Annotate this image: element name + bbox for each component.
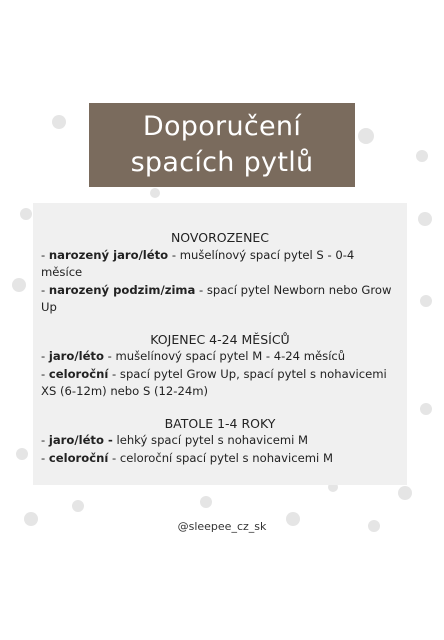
decor-dot — [200, 496, 212, 508]
list-item — [41, 348, 399, 366]
social-handle: @sleepee_cz_sk — [177, 520, 267, 533]
section-newborn — [41, 229, 399, 317]
item-dash: - — [41, 247, 49, 262]
decor-dot — [420, 295, 432, 307]
item-text: - spací pytel Grow Up, spací pytel s nohavicemi XS (6-12m) nebo S (12-24m) — [41, 366, 387, 398]
list-item — [41, 450, 399, 468]
title-line-1: Doporučení — [142, 111, 302, 142]
item-text: - mušelínový spací pytel M - 4-24 měsíců — [103, 349, 346, 363]
item-dash: - — [41, 349, 49, 363]
decor-dot — [358, 128, 374, 144]
list-item — [41, 432, 399, 450]
section-heading: KOJENEC 4-24 MĚSÍCŮ — [150, 331, 290, 347]
item-bold-label: celoroční — [48, 450, 109, 465]
item-bold-label: narozený jaro/léto — [48, 247, 169, 262]
item-bold-label: jaro/léto — [48, 349, 104, 363]
item-bold-label: jaro/léto - — [48, 433, 113, 447]
item-bold-label: narozený podzim/zima — [48, 282, 196, 297]
decor-dot — [420, 403, 432, 415]
item-text: - mušelínový spací pytel S - 0-4 měsíce — [41, 247, 355, 279]
title-line-2: spacích pytlů — [130, 147, 314, 178]
item-dash: - — [41, 282, 49, 297]
item-text: - celoroční spací pytel s nohavicemi M — [108, 450, 333, 465]
recommendation-card — [33, 203, 407, 485]
item-text: - spací pytel Newborn nebo Grow Up — [41, 282, 392, 314]
list-item — [41, 247, 399, 282]
decor-dot — [150, 188, 160, 198]
decor-dot — [72, 500, 84, 512]
item-dash: - — [41, 450, 49, 465]
decor-dot — [52, 115, 66, 129]
item-dash: - — [41, 433, 49, 447]
item-bold-label: celoroční — [48, 366, 109, 381]
section-heading: BATOLE 1-4 ROKY — [164, 415, 276, 431]
decor-dot — [418, 212, 432, 226]
decor-dot — [16, 448, 28, 460]
list-item — [41, 282, 399, 317]
section-heading: NOVOROZENEC — [170, 230, 270, 245]
section-toddler — [41, 415, 399, 468]
item-dash: - — [41, 366, 49, 381]
decor-dot — [416, 150, 428, 162]
decor-dot — [398, 486, 412, 500]
title-banner — [89, 103, 355, 187]
section-infant — [41, 331, 399, 401]
list-item — [41, 366, 399, 401]
item-text: lehký spací pytel s nohavicemi M — [112, 433, 309, 447]
decor-dot — [20, 208, 32, 220]
decor-dot — [12, 278, 26, 292]
